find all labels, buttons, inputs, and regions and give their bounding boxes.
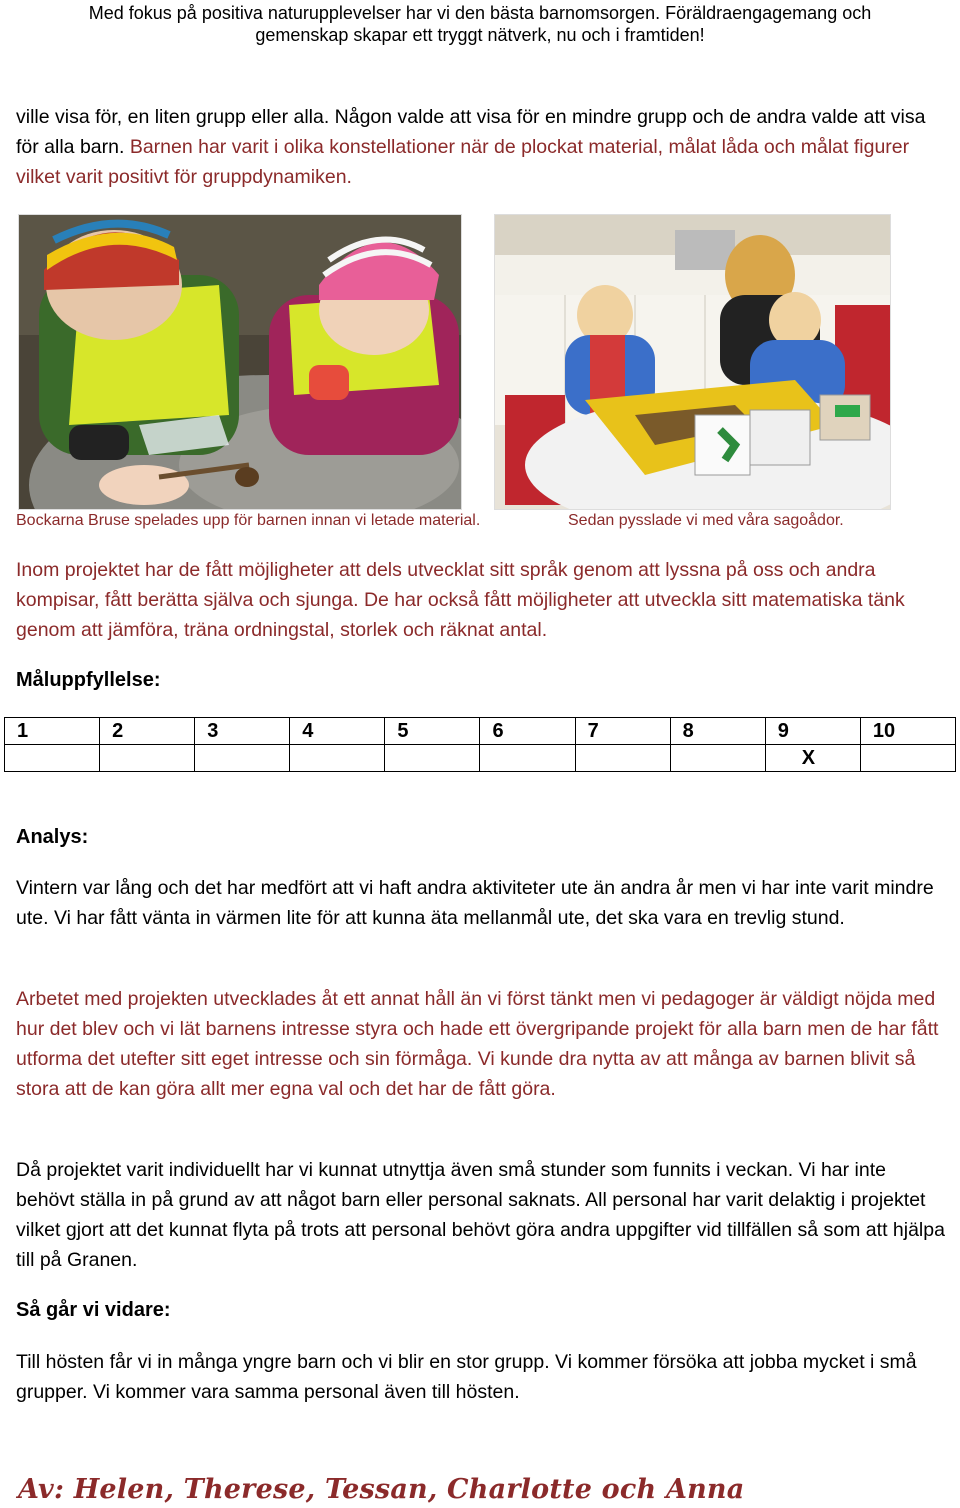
header-line-1: Med fokus på positiva naturupplevelser har vi den bästa barnomsorgen. Föräldraengagemang och — [88, 3, 872, 23]
project-paragraph — [16, 555, 946, 645]
analysis-heading: Analys: — [16, 826, 89, 848]
goal-heading: Måluppfyllelse: — [16, 669, 161, 691]
scale-cell-10: 10 — [860, 718, 955, 745]
scale-cell-8: 8 — [670, 718, 765, 745]
mark-cell-3 — [195, 745, 290, 772]
mark-cell-6 — [480, 745, 575, 772]
project-text-red-2: De har också fått möjligheter att utveckla sitt matematiska tänk genom att jämföra, träna ordningstal, storlek och räknat antal. — [16, 589, 905, 641]
scale-cell-9: 9 — [765, 718, 860, 745]
scale-cell-2: 2 — [100, 718, 195, 745]
photo-children-crafting — [494, 214, 891, 510]
scale-cell-4: 4 — [290, 718, 385, 745]
mark-cell-1 — [5, 745, 100, 772]
project-text-red-1: Inom projektet har de fått möjligheter att dels utvecklat sitt språk genom att lyssna på oss och andra kompisar, fått berätta själva och sjunga. — [16, 559, 876, 611]
analysis-p1-a: Vintern var lång och det har medfört att vi haft andra aktiviteter ute än andra år men vi har inte varit mindre ute. — [16, 877, 934, 929]
goal-scale-table — [4, 717, 956, 772]
caption-left: Bockarna Bruse spelades upp för barnen innan vi letade material. — [16, 512, 481, 529]
intro-paragraph — [16, 102, 946, 192]
scale-cell-1: 1 — [5, 718, 100, 745]
intro-text-black: ville visa för, en liten grupp eller alla. Någon valde att visa för en mindre grupp och de andra valde att visa för alla barn. — [16, 106, 926, 158]
photo-children-outdoors — [18, 214, 462, 510]
analysis-paragraph-1 — [16, 873, 946, 933]
mark-cell-7 — [575, 745, 670, 772]
mark-cell-4 — [290, 745, 385, 772]
signature: Av: Helen, Therese, Tessan, Charlotte och Anna — [18, 1474, 745, 1505]
scale-cell-7: 7 — [575, 718, 670, 745]
scale-marks-row — [5, 745, 956, 772]
scale-cell-6: 6 — [480, 718, 575, 745]
mark-cell-2 — [100, 745, 195, 772]
analysis-p1-b: Vi har fått vänta in värmen lite för att kunna äta mellanmål ute, det ska vara en trevlig stund. — [48, 907, 845, 929]
next-paragraph: Till hösten får vi in många yngre barn och vi blir en stor grupp. Vi kommer försöka att jobba mycket i små grupper. Vi kommer vara samma personal även till hösten. — [16, 1351, 917, 1403]
scale-numbers-row — [5, 718, 956, 745]
header-line-2: gemenskap skapar ett tryggt nätverk, nu och i framtiden! — [255, 25, 705, 45]
next-heading: Så går vi vidare: — [16, 1299, 171, 1321]
scale-cell-5: 5 — [385, 718, 480, 745]
mark-cell-5 — [385, 745, 480, 772]
caption-right: Sedan pysslade vi med våra sagoådor. — [568, 512, 844, 529]
mark-cell-9-selected: X — [765, 745, 860, 772]
scale-cell-3: 3 — [195, 718, 290, 745]
mark-cell-8 — [670, 745, 765, 772]
analysis-paragraph-3: Då projektet varit individuellt har vi kunnat utnyttja även små stunder som funnits i veckan. Vi har inte behövt ställa in på grund av att något barn eller personal saknats. All personal har varit delaktig i projektet vilket gjort att det kunnat flyta på trots att personal behövt göra andra uppgifter vid tillfällen så som att hjälpa till på Granen. — [16, 1159, 945, 1271]
analysis-paragraph-2: Arbetet med projekten utvecklades åt ett annat håll än vi först tänkt men vi pedagoger är väldigt nöjda med hur det blev och vi lät barnens intresse styra och hade ett övergripande projekt för alla barn men de har fått utforma det utefter sitt eget intresse och sin förmåga. Vi kunde dra nytta av att många av barnen blivit så stora att de kan göra allt mer egna val och det har de fått göra. — [16, 988, 939, 1100]
mark-cell-10 — [860, 745, 955, 772]
page-header — [0, 2, 960, 46]
intro-text-red: Barnen har varit i olika konstellationer när de plockat material, målat låda och målat figurer vilket varit positivt för gruppdynamiken. — [16, 136, 910, 188]
